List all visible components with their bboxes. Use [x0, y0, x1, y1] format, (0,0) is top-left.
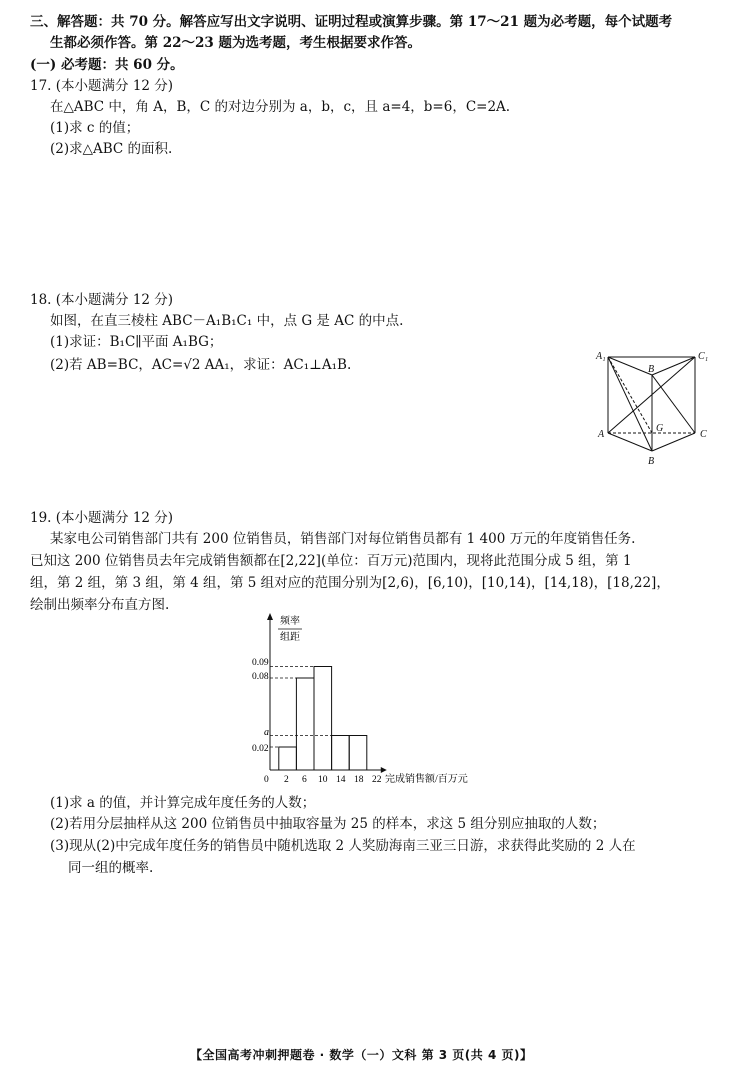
- xtick-label-14: 14: [336, 775, 346, 785]
- histogram-bar-14-18: [332, 736, 350, 771]
- q19-part3-cont: 同一组的概率.: [68, 860, 154, 876]
- y-axis-arrow: [267, 613, 273, 620]
- label-c1: C₁: [698, 351, 709, 362]
- edge-bc: [652, 433, 695, 451]
- q17-stem: 在△ABC 中，角 A，B，C 的对边分别为 a，b，c，且 a=4，b=6，C=2A.: [50, 99, 511, 115]
- ytick-label-a: a: [264, 727, 269, 738]
- xtick-label-0: 0: [264, 775, 269, 785]
- q17-heading: 17. (本小题满分 12 分): [30, 78, 174, 94]
- label-c: C: [700, 429, 707, 440]
- ylabel-top: 频率: [280, 616, 300, 627]
- segment-a1b: [608, 357, 655, 451]
- ytick-label-0.02: 0.02: [252, 744, 269, 754]
- xtick-label-22: 22: [372, 775, 382, 785]
- q19-line1: 某家电公司销售部门共有 200 位销售员，销售部门对每位销售员都有 1 400 万元的年度销售任务.: [50, 531, 636, 547]
- prism-figure: [590, 345, 720, 470]
- histogram-bar-2-6: [279, 747, 297, 770]
- q19-part3: (3)现从(2)中完成年度任务的销售员中随机选取 2 人奖励海南三亚三日游，求获得此奖励的 2 人在: [50, 838, 636, 854]
- histogram-bar-18-22: [349, 736, 367, 771]
- q19-line2: 已知这 200 位销售员去年完成销售额都在[2,22](单位：百万元)范围内，现将此范围分成 5 组，第 1: [30, 553, 632, 569]
- q18-heading: 18. (本小题满分 12 分): [30, 292, 174, 308]
- xtick-label-6: 6: [302, 775, 307, 785]
- histogram-bar-6-10: [296, 678, 314, 770]
- edge-ab: [608, 433, 652, 451]
- segment-a1g-hidden: [608, 357, 655, 433]
- label-a1: A₁: [596, 351, 606, 362]
- q17-part1: (1)求 c 的值；: [50, 120, 140, 136]
- q19-part2: (2)若用分层抽样从这 200 位销售员中抽取容量为 25 的样本，求这 5 组分别应抽取的人数；: [50, 816, 606, 832]
- label-b: B: [648, 456, 655, 467]
- q19-heading: 19. (本小题满分 12 分): [30, 510, 174, 526]
- x-axis-label: 完成销售额/百万元: [385, 774, 468, 785]
- xtick-label-2: 2: [284, 775, 289, 785]
- q19-part1: (1)求 a 的值，并计算完成年度任务的人数；: [50, 795, 316, 811]
- edge-b1c1: [652, 357, 695, 375]
- ylabel-bottom: 组距: [280, 632, 300, 643]
- q18-part2: (2)若 AB=BC，AC=√2 AA₁，求证：AC₁⊥A₁B.: [50, 357, 352, 373]
- xtick-label-18: 18: [354, 775, 364, 785]
- subsection-header: (一) 必考题：共 60 分。: [30, 57, 184, 73]
- section-header-line2: 生都必须作答。第 22～23 题为选考题，考生根据要求作答。: [50, 35, 421, 51]
- ytick-label-0.08: 0.08: [252, 672, 269, 682]
- page-footer: 【全国高考冲刺押题卷 · 数学（一）文科 第 3 页(共 4 页)】: [190, 1048, 533, 1062]
- section-header-line1: 三、解答题：共 70 分。解答应写出文字说明、证明过程或演算步骤。第 17～21 题为必考题，每个试题考: [30, 14, 673, 30]
- label-g: G: [656, 423, 664, 434]
- label-b1: B: [648, 364, 655, 375]
- histogram-bar-10-14: [314, 667, 332, 771]
- q19-line3: 组，第 2 组，第 3 组，第 4 组，第 5 组对应的范围分别为[2,6)，[6,10)，[10,14)，[14,18)，[18,22]，: [30, 575, 670, 591]
- frequency-histogram: [240, 612, 500, 792]
- edge-a1b1: [608, 357, 655, 375]
- q18-part1: (1)求证：B₁C∥平面 A₁BG；: [50, 334, 223, 350]
- q17-part2: (2)求△ABC 的面积.: [50, 141, 173, 157]
- q18-stem: 如图，在直三棱柱 ABC－A₁B₁C₁ 中，点 G 是 AC 的中点.: [50, 313, 404, 329]
- ytick-label-0.09: 0.09: [252, 658, 269, 668]
- x-axis-arrow: [381, 767, 387, 773]
- xtick-label-10: 10: [318, 775, 328, 785]
- q19-line4: 绘制出频率分布直方图.: [30, 597, 170, 613]
- label-a: A: [598, 429, 605, 440]
